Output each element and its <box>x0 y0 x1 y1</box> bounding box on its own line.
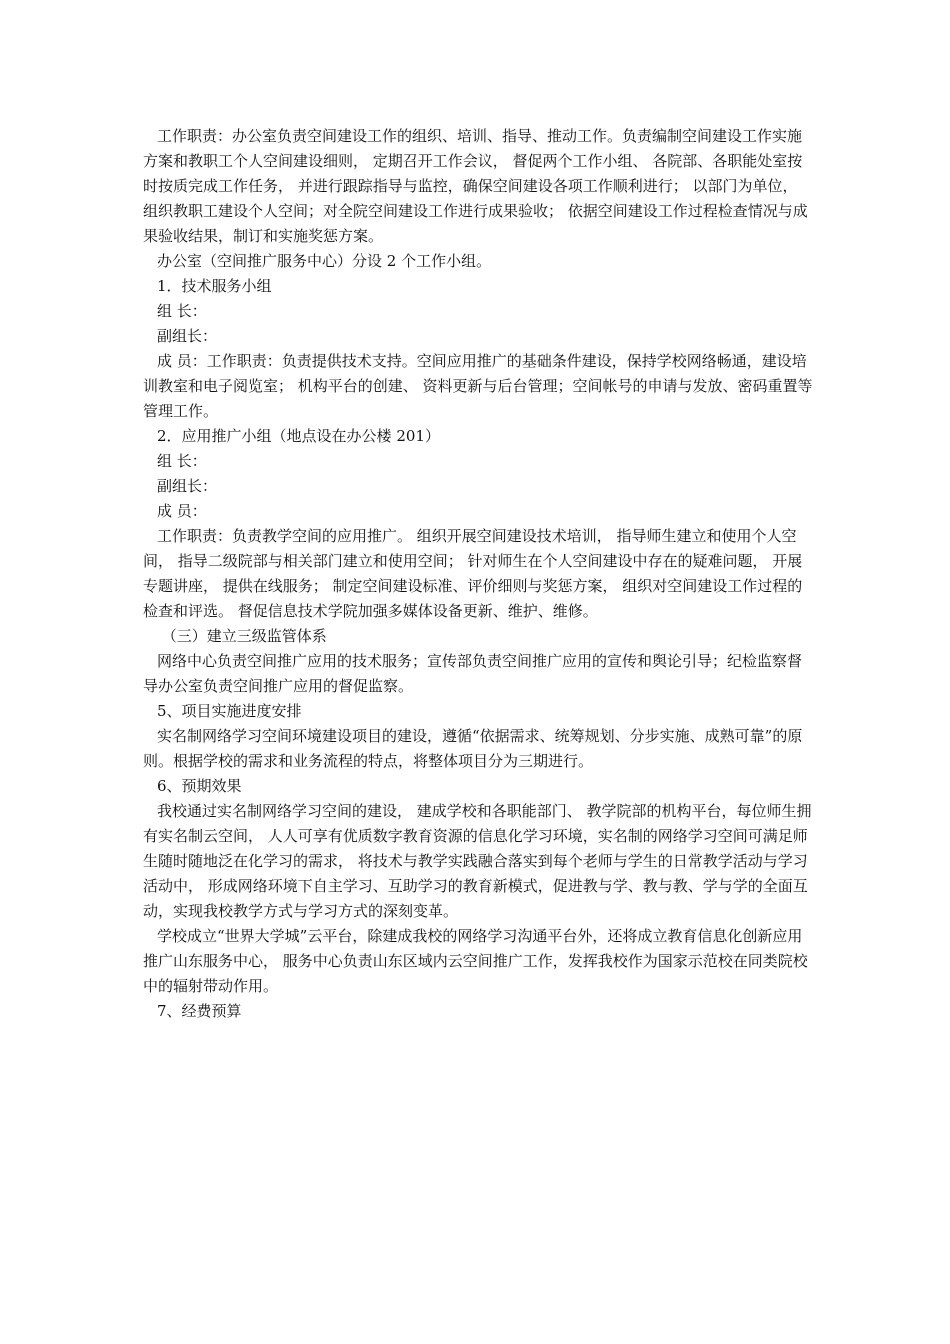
heading-schedule: 5、项目实施进度安排 <box>157 702 302 720</box>
paragraph-expected-results: 我校通过实名制网络学习空间的建设， 建成学校和各职能部门、 教学院部的机构平台，每位师生拥有实名制云空间， 人人可享有优质数字教育资源的信息化学习环境，实名制的网络学习空间可满足师生随时随地泛在化学习的需求， 将技术与教学实践融合落实到每个老师与学生的日常教学活动与学习活动中， 形成网络环境下自主学习、互助学习的教育新模式，促进教与学、教与教、学与学的全面互动，实现我校教学方式与学习方式的深刻变革。 <box>143 802 812 920</box>
heading-tech-service-group: 1．技术服务小组 <box>157 277 272 295</box>
heading-expected-results: 6、预期效果 <box>157 777 242 795</box>
heading-supervision-system: （三）建立三级监管体系 <box>157 627 327 645</box>
tech-group-deputy-leader: 副组长： <box>157 327 218 345</box>
app-group-duties: 工作职责：负责教学空间的应用推广。 组织开展空间建设技术培训， 指导师生建立和使用个人空间， 指导二级院部与相关部门建立和使用空间； 针对师生在个人空间建设中存在的疑难问题， 开展专题讲座， 提供在线服务； 制定空间建设标准、评价细则与奖惩方案， 组织对空间建设工作过程的检查和评选。 督促信息技术学院加强多媒体设备更新、维护、维修。 <box>143 527 803 620</box>
document-body <box>143 124 815 1024</box>
tech-group-leader: 组 长： <box>157 302 207 320</box>
app-group-leader: 组 长： <box>157 452 207 470</box>
heading-application-group: 2．应用推广小组（地点设在办公楼 201） <box>157 427 440 445</box>
paragraph-office-groups: 办公室（空间推广服务中心）分设 2 个工作小组。 <box>157 252 492 270</box>
paragraph-world-university-city: 学校成立“世界大学城”云平台，除建成我校的网络学习沟通平台外，还将成立教育信息化创新应用推广山东服务中心， 服务中心负责山东区域内云空间推广工作，发挥我校作为国家示范校在同类院校中的辐射带动作用。 <box>143 927 808 995</box>
paragraph-duties-office: 工作职责：办公室负责空间建设工作的组织、培训、指导、推动工作。负责编制空间建设工作实施方案和教职工个人空间建设细则， 定期召开工作会议， 督促两个工作小组、 各院部、各职能处室按时按质完成工作任务， 并进行跟踪指导与监控，确保空间建设各项工作顺利进行； 以部门为单位， 组织教职工建设个人空间；对全院空间建设工作进行成果验收； 依据空间建设工作过程检查情况与成果验收结果，制订和实施奖惩方案。 <box>143 127 808 245</box>
paragraph-supervision: 网络中心负责空间推广应用的技术服务；宣传部负责空间推广应用的宣传和舆论引导；纪检监察督导办公室负责空间推广应用的督促监察。 <box>143 652 803 695</box>
paragraph-schedule: 实名制网络学习空间环境建设项目的建设，遵循“依据需求、统筹规划、分步实施、成熟可靠”的原则。根据学校的需求和业务流程的特点，将整体项目分为三期进行。 <box>143 727 803 770</box>
tech-group-members-duties: 成 员：工作职责：负责提供技术支持。空间应用推广的基础条件建设，保持学校网络畅通，建设培训教室和电子阅览室； 机构平台的创建、 资料更新与后台管理；空间帐号的申请与发放、密码重置等管理工作。 <box>143 352 813 420</box>
app-group-deputy-leader: 副组长： <box>157 477 218 495</box>
app-group-members: 成 员： <box>157 502 207 520</box>
heading-budget: 7、经费预算 <box>157 1002 242 1020</box>
